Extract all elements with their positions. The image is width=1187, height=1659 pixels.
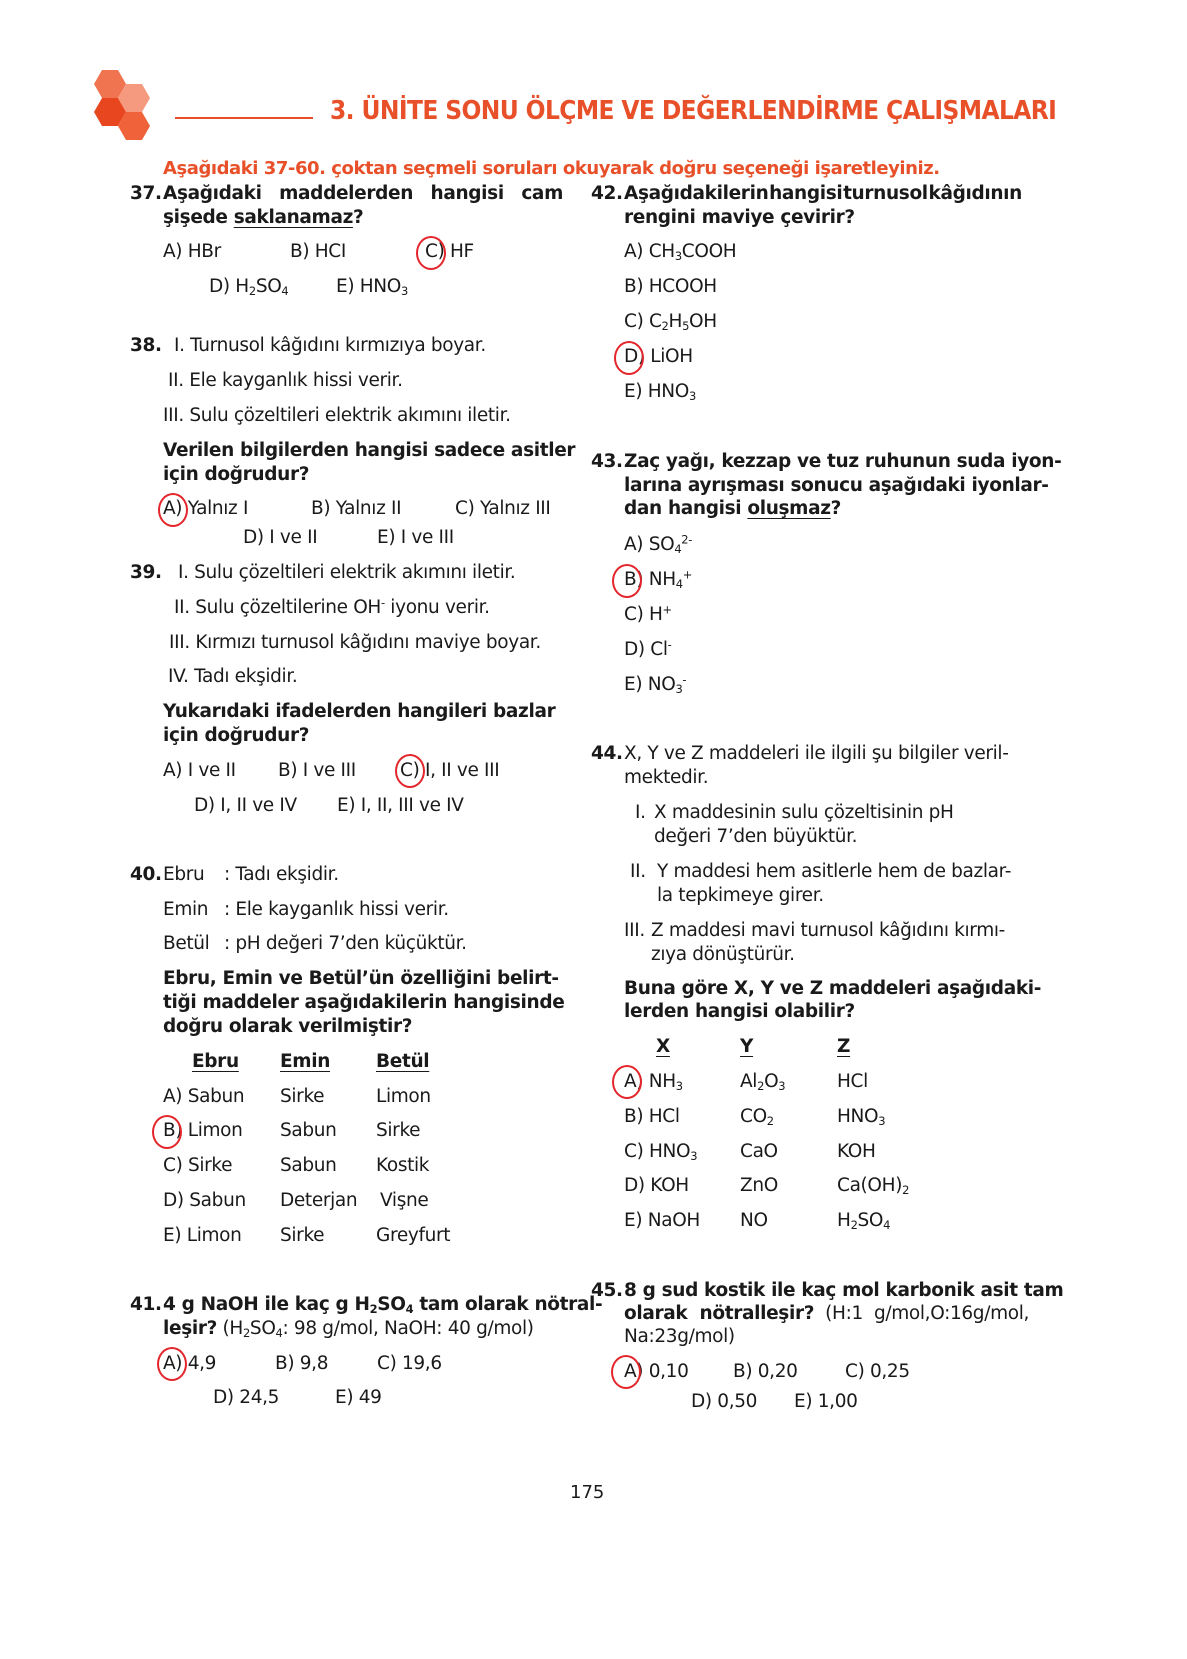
answer-mark-circle [614, 341, 644, 375]
option-e[interactable]: E) $HNO_3$ [336, 276, 408, 298]
option-a[interactable]: A) 4,9 [163, 1353, 217, 1374]
statement-name: Ebru [163, 864, 205, 885]
option-b[interactable]: B) 9,8 [275, 1353, 329, 1374]
question-stem-line2: şişede saklanamaz? [163, 207, 364, 228]
question-prompt-line1: Yukarıdaki ifadelerden hangileri bazlar [163, 701, 556, 722]
answer-mark-circle [612, 1065, 642, 1099]
question-number: 39. [130, 562, 162, 583]
statement-num: I. [635, 802, 646, 823]
question-stem-line1: Aşağıdakilerin hangisi turnusol kâğıdının [624, 183, 1022, 204]
option-a[interactable]: A) $CH_3COOH$ [624, 241, 737, 263]
statement-line2: la tepkimeye girer. [657, 885, 824, 906]
column-header-x: X [656, 1036, 670, 1057]
option-b[interactable]: B) HCI [290, 241, 346, 262]
statement-text: : Tadı ekşidir. [224, 864, 339, 885]
option-e[interactable]: E) I ve III [377, 527, 454, 548]
question-number: 44. [591, 743, 623, 764]
question-prompt-line3: doğru olarak verilmiştir? [163, 1016, 413, 1037]
option-c[interactable]: C) 19,6 [377, 1353, 442, 1374]
statement-iii: III. Kırmızı turnusol kâğıdını maviye boyar. [169, 632, 541, 653]
intro-line1: X, Y ve Z maddeleri ile ilgili şu bilgiler veril- [624, 743, 1009, 764]
option-d[interactable]: D) I, II ve IV [194, 795, 297, 816]
statement-ii: II. Sulu çözeltilerine OH- iyonu verir. [174, 595, 490, 618]
question-number: 43. [591, 451, 623, 472]
statement-ii: II. Ele kayganlık hissi verir. [168, 370, 403, 391]
statement-text: : pH değeri 7’den küçüktür. [224, 933, 467, 954]
option-d[interactable]: D) I ve II [243, 527, 318, 548]
question-prompt-line2: için doğrudur? [163, 725, 310, 746]
statement-name: Betül [163, 933, 210, 954]
question-number: 45. [591, 1280, 623, 1301]
question-prompt-line1: Verilen bilgilerden hangisi sadece asitler [163, 440, 576, 461]
question-stem-line3: Na:23g/mol) [624, 1326, 735, 1347]
statement-i: I. Turnusol kâğıdını kırmızıya boyar. [174, 335, 486, 356]
column-header-emin: Emin [280, 1051, 331, 1072]
option-c[interactable]: C) 0,25 [845, 1361, 910, 1382]
option-c[interactable]: C) HF [425, 241, 474, 262]
answer-mark-circle [612, 564, 642, 598]
option-c[interactable]: C) I, II ve III [400, 760, 500, 781]
question-prompt-line1: Ebru, Emin ve Betül’ün özelliğini belirt- [163, 968, 559, 989]
question-stem-line1: Zaç yağı, kezzap ve tuz ruhunun suda iyon- [624, 451, 1062, 472]
option-c[interactable]: C) H+ [624, 602, 672, 625]
option-d[interactable]: D) 24,5 [213, 1387, 280, 1408]
option-d[interactable]: D) $H_2SO_4$ [209, 276, 289, 298]
answer-mark-circle [611, 1355, 641, 1389]
question-prompt-line2: lerden hangisi olabilir? [624, 1001, 855, 1022]
option-c[interactable]: C) Yalnız III [455, 498, 551, 519]
option-a[interactable]: A) Yalnız I [163, 498, 249, 519]
question-stem-line1: 8 g sud kostik ile kaç mol karbonik asit tam [624, 1280, 1064, 1301]
title-rule [175, 117, 313, 119]
page-number: 175 [570, 1482, 605, 1503]
question-prompt-line1: Buna göre X, Y ve Z maddeleri aşağıdaki- [624, 978, 1042, 999]
answer-mark-circle [152, 1115, 182, 1149]
column-header-z: Z [837, 1036, 851, 1057]
option-b[interactable]: B) I ve III [278, 760, 356, 781]
statement-num: III. [624, 920, 645, 941]
question-stem-line2: leşir? ($H_2SO_4$: 98 g/mol, NaOH: 40 g/mol) [163, 1318, 534, 1340]
answer-mark-circle [416, 236, 446, 270]
statement-iii: III. Sulu çözeltileri elektrik akımını iletir. [163, 405, 511, 426]
question-number: 41. [130, 1294, 162, 1315]
intro-line2: mektedir. [624, 767, 709, 788]
option-e[interactable]: E) 49 [335, 1387, 382, 1408]
option-a[interactable]: A) HBr [163, 241, 221, 262]
column-header-betul: Betül [376, 1051, 430, 1072]
instruction-text: Aşağıdaki 37-60. çoktan seçmeli soruları okuyarak doğru seçeneği işaretleyiniz. [163, 158, 940, 179]
column-header-ebru: Ebru [192, 1051, 239, 1072]
answer-mark-circle [158, 493, 188, 527]
question-number: 37. [130, 183, 162, 204]
page-title: 3. ÜNİTE SONU ÖLÇME VE DEĞERLENDİRME ÇALIŞMALARI [330, 96, 1057, 126]
option-b[interactable]: B) HCOOH [624, 276, 717, 297]
column-header-y: Y [740, 1036, 754, 1057]
statement-line1: Y maddesi hem asitlerle hem de bazlar- [657, 861, 1012, 882]
hexagon-logo-icon [92, 70, 156, 148]
question-stem-line2: larına ayrışması sonucu aşağıdaki iyonlar- [624, 475, 1049, 496]
option-a[interactable]: A) $SO_4^{2-}$ [624, 532, 693, 556]
question-stem-line3: dan hangisi oluşmaz? [624, 498, 842, 519]
statement-line1: X maddesinin sulu çözeltisinin pH [654, 802, 954, 823]
option-b[interactable]: B) Yalnız II [311, 498, 402, 519]
option-b[interactable]: B) 0,20 [733, 1361, 798, 1382]
option-a[interactable]: A) I ve II [163, 760, 236, 781]
question-stem-line2: olarak nötralleşir? (H:1 g/mol,O:16g/mol, [624, 1303, 1030, 1324]
option-e[interactable]: E) 1,00 [794, 1391, 858, 1412]
statement-i: I. Sulu çözeltileri elektrik akımını iletir. [178, 562, 516, 583]
answer-mark-circle [157, 1347, 187, 1381]
option-d[interactable]: D) Cl- [624, 637, 672, 660]
statement-line2: değeri 7’den büyüktür. [654, 826, 858, 847]
option-e[interactable]: E) $HNO_3$ [624, 381, 696, 403]
question-stem-line1: 4 g NaOH ile kaç g $H_2SO_4$ tam olarak nötral- [163, 1294, 603, 1316]
option-e[interactable]: E) I, II, III ve IV [337, 795, 464, 816]
statement-text: : Ele kayganlık hissi verir. [224, 899, 449, 920]
question-stem-line2: rengini maviye çevirir? [624, 207, 855, 228]
question-prompt-line2: için doğrudur? [163, 464, 310, 485]
option-c[interactable]: C) $C_2H_5OH$ [624, 311, 717, 333]
question-number: 42. [591, 183, 623, 204]
statement-line1: Z maddesi mavi turnusol kâğıdını kırmı- [651, 920, 1006, 941]
question-number: 38. [130, 335, 162, 356]
question-number: 40. [130, 864, 162, 885]
option-b[interactable]: B) $NH_4^+$ [624, 567, 693, 591]
statement-num: II. [630, 861, 646, 882]
statement-iv: IV. Tadı ekşidir. [168, 666, 298, 687]
question-stem-line1: Aşağıdaki maddelerden hangisi cam [163, 183, 563, 204]
question-prompt-line2: tiği maddeler aşağıdakilerin hangisinde [163, 992, 565, 1013]
option-d[interactable]: D) LiOH [624, 346, 693, 367]
answer-mark-circle [395, 754, 425, 788]
statement-name: Emin [163, 899, 209, 920]
option-a[interactable]: A) 0,10 [624, 1361, 689, 1382]
option-e[interactable]: E) $NO_3^-$ [624, 672, 687, 696]
statement-line2: zıya dönüştürür. [651, 944, 795, 965]
option-d[interactable]: D) 0,50 [691, 1391, 758, 1412]
